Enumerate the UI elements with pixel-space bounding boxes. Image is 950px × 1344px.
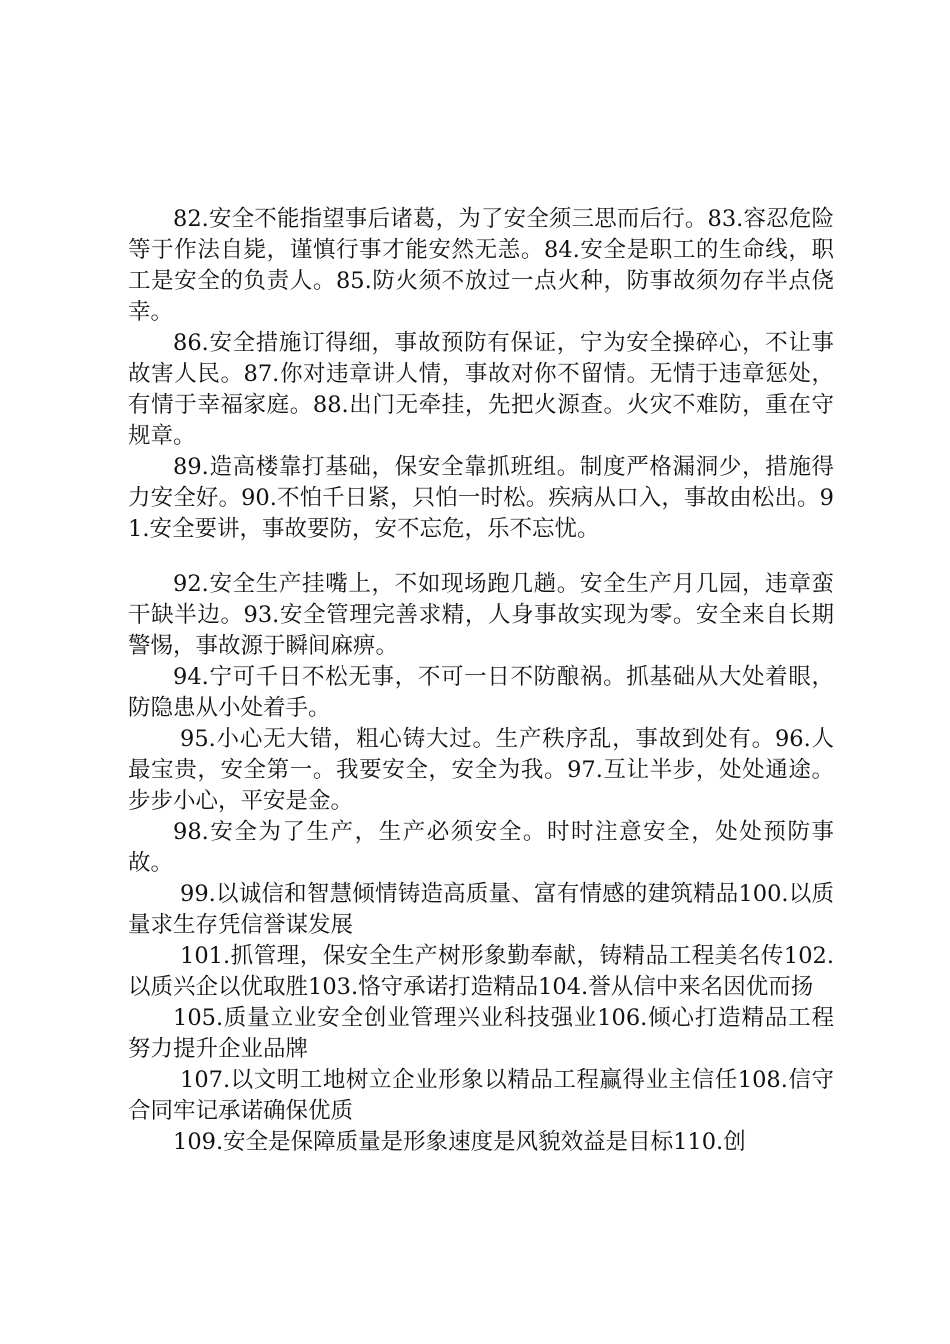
paragraph-8: 99.以诚信和智慧倾情铸造高质量、富有情感的建筑精品100.以质量求生存凭信誉谋发展 bbox=[128, 881, 834, 938]
paragraph-3: 89.造高楼靠打基础，保安全靠抓班组。制度严格漏洞少，措施得力安全好。90.不怕千日紧，只怕一时松。疾病从口入，事故由松出。91.安全要讲，事故要防，安不忘危，乐不忘忧。 bbox=[128, 454, 834, 542]
paragraph-10: 105.质量立业安全创业管理兴业科技强业106.倾心打造精品工程努力提升企业品牌 bbox=[128, 1005, 834, 1062]
paragraph-7: 98.安全为了生产，生产必须安全。时时注意安全，处处预防事故。 bbox=[128, 819, 834, 876]
paragraph-2: 86.安全措施订得细，事故预防有保证，宁为安全操碎心，不让事故害人民。87.你对违章讲人情，事故对你不留情。无情于违章惩处，有情于幸福家庭。88.出门无牵挂，先把火源查。火灾不难防，重在守规章。 bbox=[128, 330, 834, 449]
document-body bbox=[128, 204, 834, 1158]
paragraph-12: 109.安全是保障质量是形象速度是风貌效益是目标110.创 bbox=[173, 1129, 746, 1155]
paragraph-6: 95.小心无大错，粗心铸大过。生产秩序乱，事故到处有。96.人最宝贵，安全第一。我要安全，安全为我。97.互让半步，处处通途。步步小心，平安是金。 bbox=[128, 726, 834, 814]
paragraph-9: 101.抓管理，保安全生产树形象勤奉献，铸精品工程美名传102.以质兴企以优取胜103.恪守承诺打造精品104.誉从信中来名因优而扬 bbox=[128, 943, 834, 1000]
paragraph-11: 107.以文明工地树立企业形象以精品工程赢得业主信任108.信守合同牢记承诺确保优质 bbox=[128, 1067, 834, 1124]
paragraph-5: 94.宁可千日不松无事，不可一日不防酿祸。抓基础从大处着眼，防隐患从小处着手。 bbox=[128, 664, 834, 721]
paragraph-4: 92.安全生产挂嘴上，不如现场跑几趟。安全生产月几园，违章蛮干缺半边。93.安全管理完善求精，人身事故实现为零。安全来自长期警惕，事故源于瞬间麻痹。 bbox=[128, 571, 834, 659]
paragraph-1: 82.安全不能指望事后诸葛，为了安全须三思而后行。83.容忍危险等于作法自毙，谨慎行事才能安然无恙。84.安全是职工的生命线，职工是安全的负责人。85.防火须不放过一点火种，防事故须勿存半点侥幸。 bbox=[128, 206, 834, 325]
